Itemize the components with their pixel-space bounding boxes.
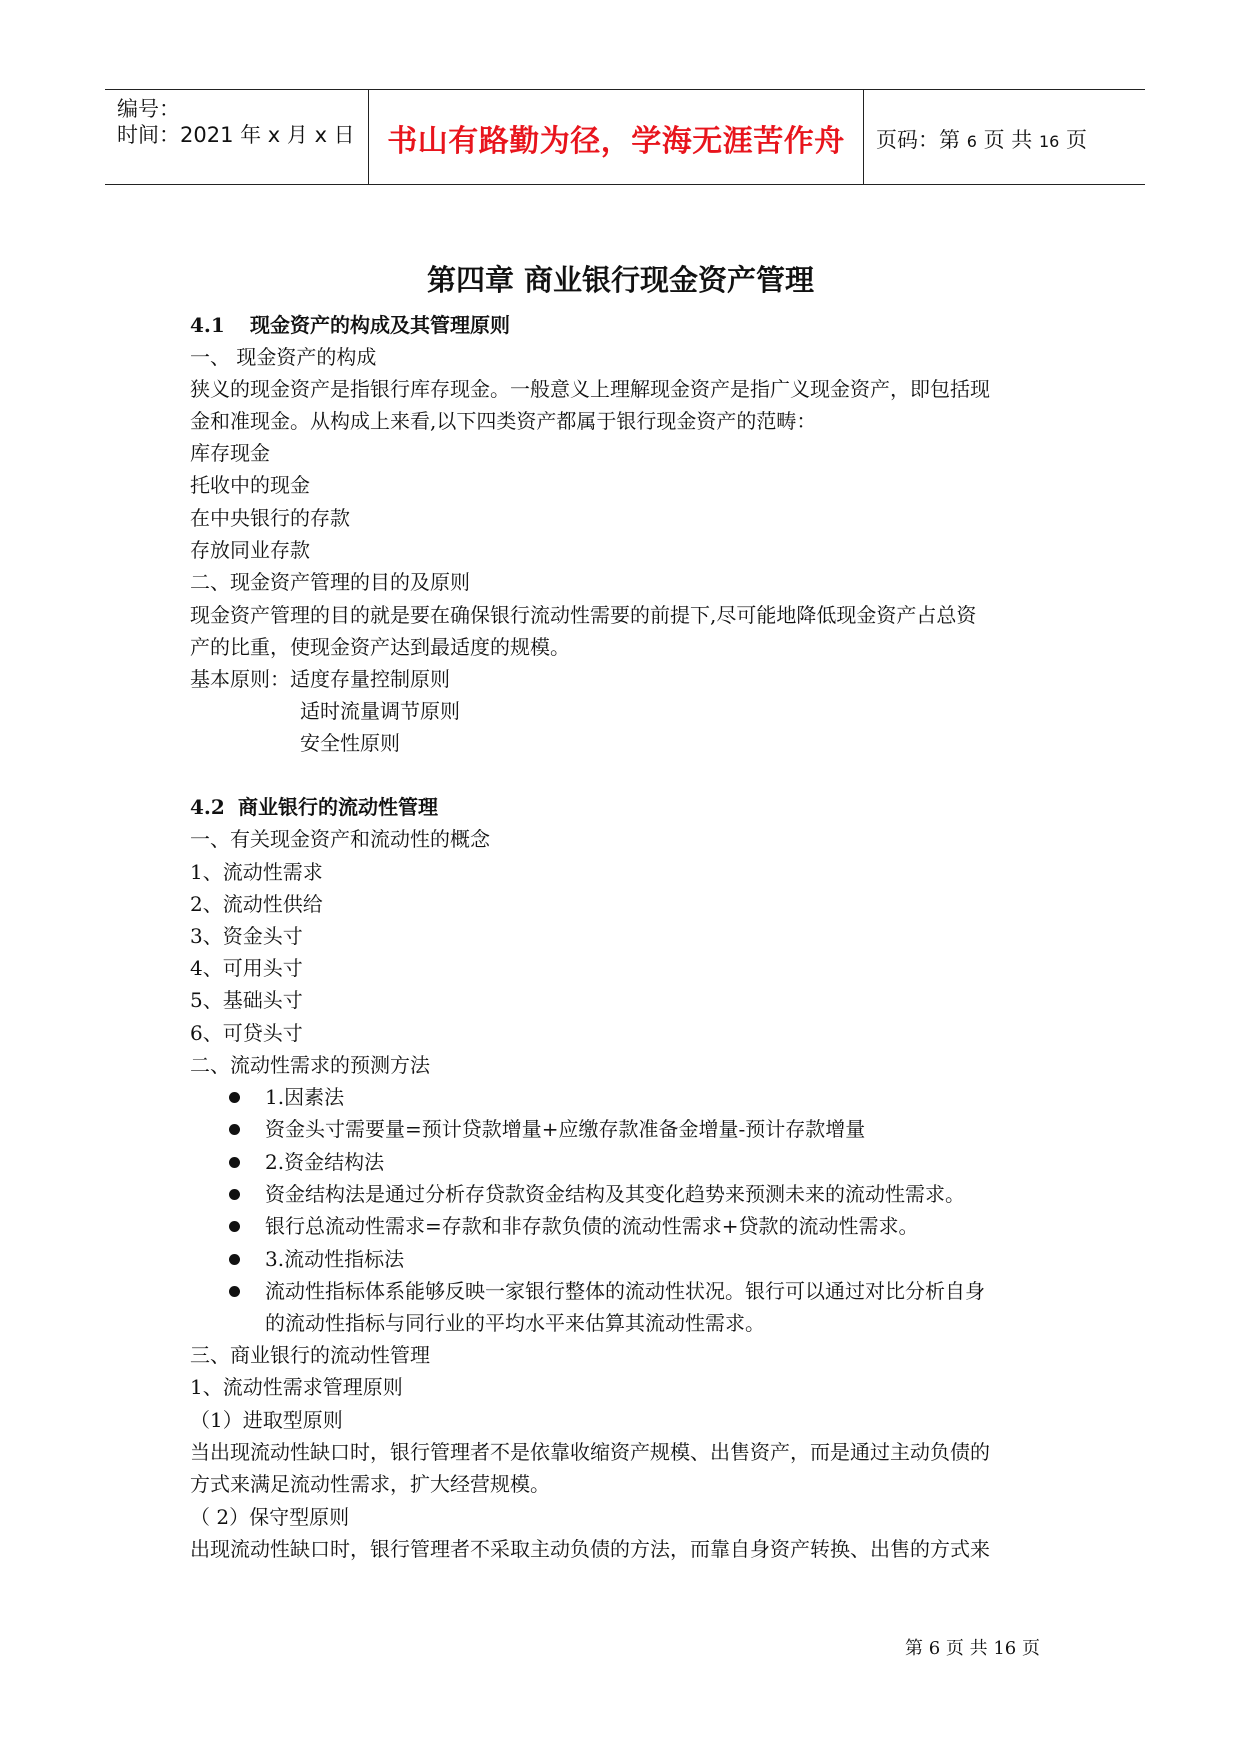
bullet-item: 流动性指标体系能够反映一家银行整体的流动性状况。银行可以通过对比分析自身 bbox=[265, 1279, 985, 1303]
list-item: 5、基础头寸 bbox=[190, 988, 303, 1012]
paragraph-line: 一、 现金资产的构成 bbox=[190, 345, 377, 369]
list-item: 1、流动性需求 bbox=[190, 860, 323, 884]
bullet-item: 资金结构法是通过分析存贷款资金结构及其变化趋势来预测未来的流动性需求。 bbox=[265, 1182, 965, 1206]
paragraph-line: （ 2）保守型原则 bbox=[190, 1505, 350, 1529]
doc-number-label: 编号： bbox=[117, 97, 180, 121]
section-number: 4.1 bbox=[190, 313, 225, 337]
section-heading-4-1 bbox=[190, 313, 510, 337]
chapter-title: 第四章 商业银行现金资产管理 bbox=[426, 263, 815, 297]
page-prefix: 页码：第 bbox=[876, 128, 960, 152]
header-motto: 书山有路勤为径，学海无涯苦作舟 bbox=[387, 124, 845, 159]
paragraph-line: 基本原则：适度存量控制原则 bbox=[190, 667, 450, 691]
list-item: 3、资金头寸 bbox=[190, 924, 303, 948]
paragraph-line: 一、有关现金资产和流动性的概念 bbox=[190, 827, 490, 851]
paragraph-line: （1）进取型原则 bbox=[190, 1408, 343, 1432]
page-header bbox=[105, 89, 1145, 185]
page-number: 6 bbox=[966, 132, 977, 151]
bullet-icon bbox=[229, 1221, 240, 1232]
bullet-icon bbox=[229, 1189, 240, 1200]
paragraph-line: 二、现金资产管理的目的及原则 bbox=[190, 570, 470, 594]
paragraph-line: 出现流动性缺口时，银行管理者不采取主动负债的方法，而靠自身资产转换、出售的方式来 bbox=[190, 1537, 990, 1561]
paragraph-line: 安全性原则 bbox=[300, 731, 400, 755]
bullet-item: 2.资金结构法 bbox=[265, 1150, 385, 1174]
paragraph-line: 适时流量调节原则 bbox=[300, 699, 460, 723]
bullet-icon bbox=[229, 1254, 240, 1265]
bullet-item: 1.因素法 bbox=[265, 1085, 345, 1109]
section-heading-4-2 bbox=[190, 795, 438, 819]
page-total: 16 bbox=[1038, 132, 1060, 151]
header-page-cell bbox=[864, 90, 1145, 184]
list-item: 2、流动性供给 bbox=[190, 892, 323, 916]
paragraph-line: 二、流动性需求的预测方法 bbox=[190, 1053, 430, 1077]
header-meta-cell bbox=[105, 90, 369, 184]
paragraph-line: 存放同业存款 bbox=[190, 538, 310, 562]
section-title: 商业银行的流动性管理 bbox=[238, 795, 438, 819]
paragraph-line: 现金资产管理的目的就是要在确保银行流动性需要的前提下,尽可能地降低现金资产占总资 bbox=[190, 603, 977, 627]
paragraph-line: 托收中的现金 bbox=[190, 473, 310, 497]
paragraph-line: 金和准现金。从构成上来看,以下四类资产都属于银行现金资产的范畴： bbox=[190, 409, 817, 433]
page-mid: 页 共 bbox=[983, 128, 1033, 152]
list-item: 4、可用头寸 bbox=[190, 956, 303, 980]
paragraph-line: 狭义的现金资产是指银行库存现金。一般意义上理解现金资产是指广义现金资产，即包括现 bbox=[190, 377, 990, 401]
header-page-info bbox=[876, 124, 1087, 154]
list-item: 6、可贷头寸 bbox=[190, 1021, 303, 1045]
paragraph-line: 1、流动性需求管理原则 bbox=[190, 1375, 403, 1399]
paragraph-line: 当出现流动性缺口时，银行管理者不是依靠收缩资产规模、出售资产，而是通过主动负债的 bbox=[190, 1440, 990, 1464]
section-number: 4.2 bbox=[190, 795, 225, 819]
header-motto-cell bbox=[369, 90, 864, 184]
bullet-icon bbox=[229, 1286, 240, 1297]
bullet-item: 银行总流动性需求=存款和非存款负债的流动性需求+贷款的流动性需求。 bbox=[265, 1214, 919, 1238]
bullet-item: 3.流动性指标法 bbox=[265, 1247, 405, 1271]
page-footer: 第 6 页 共 16 页 bbox=[905, 1638, 1040, 1659]
doc-date-label: 时间：2021 年 x 月 x 日 bbox=[117, 123, 355, 147]
section-title: 现金资产的构成及其管理原则 bbox=[250, 313, 510, 337]
bullet-icon bbox=[229, 1092, 240, 1103]
paragraph-line: 在中央银行的存款 bbox=[190, 506, 350, 530]
paragraph-line: 方式来满足流动性需求，扩大经营规模。 bbox=[190, 1472, 550, 1496]
bullet-icon bbox=[229, 1124, 240, 1135]
bullet-item-continuation: 的流动性指标与同行业的平均水平来估算其流动性需求。 bbox=[265, 1311, 765, 1335]
paragraph-line: 库存现金 bbox=[190, 441, 270, 465]
paragraph-line: 产的比重，使现金资产达到最适度的规模。 bbox=[190, 635, 570, 659]
bullet-item: 资金头寸需要量=预计贷款增量+应缴存款准备金增量-预计存款增量 bbox=[265, 1117, 866, 1141]
paragraph-line: 三、商业银行的流动性管理 bbox=[190, 1343, 430, 1367]
page-suffix: 页 bbox=[1065, 128, 1087, 152]
bullet-icon bbox=[229, 1157, 240, 1168]
